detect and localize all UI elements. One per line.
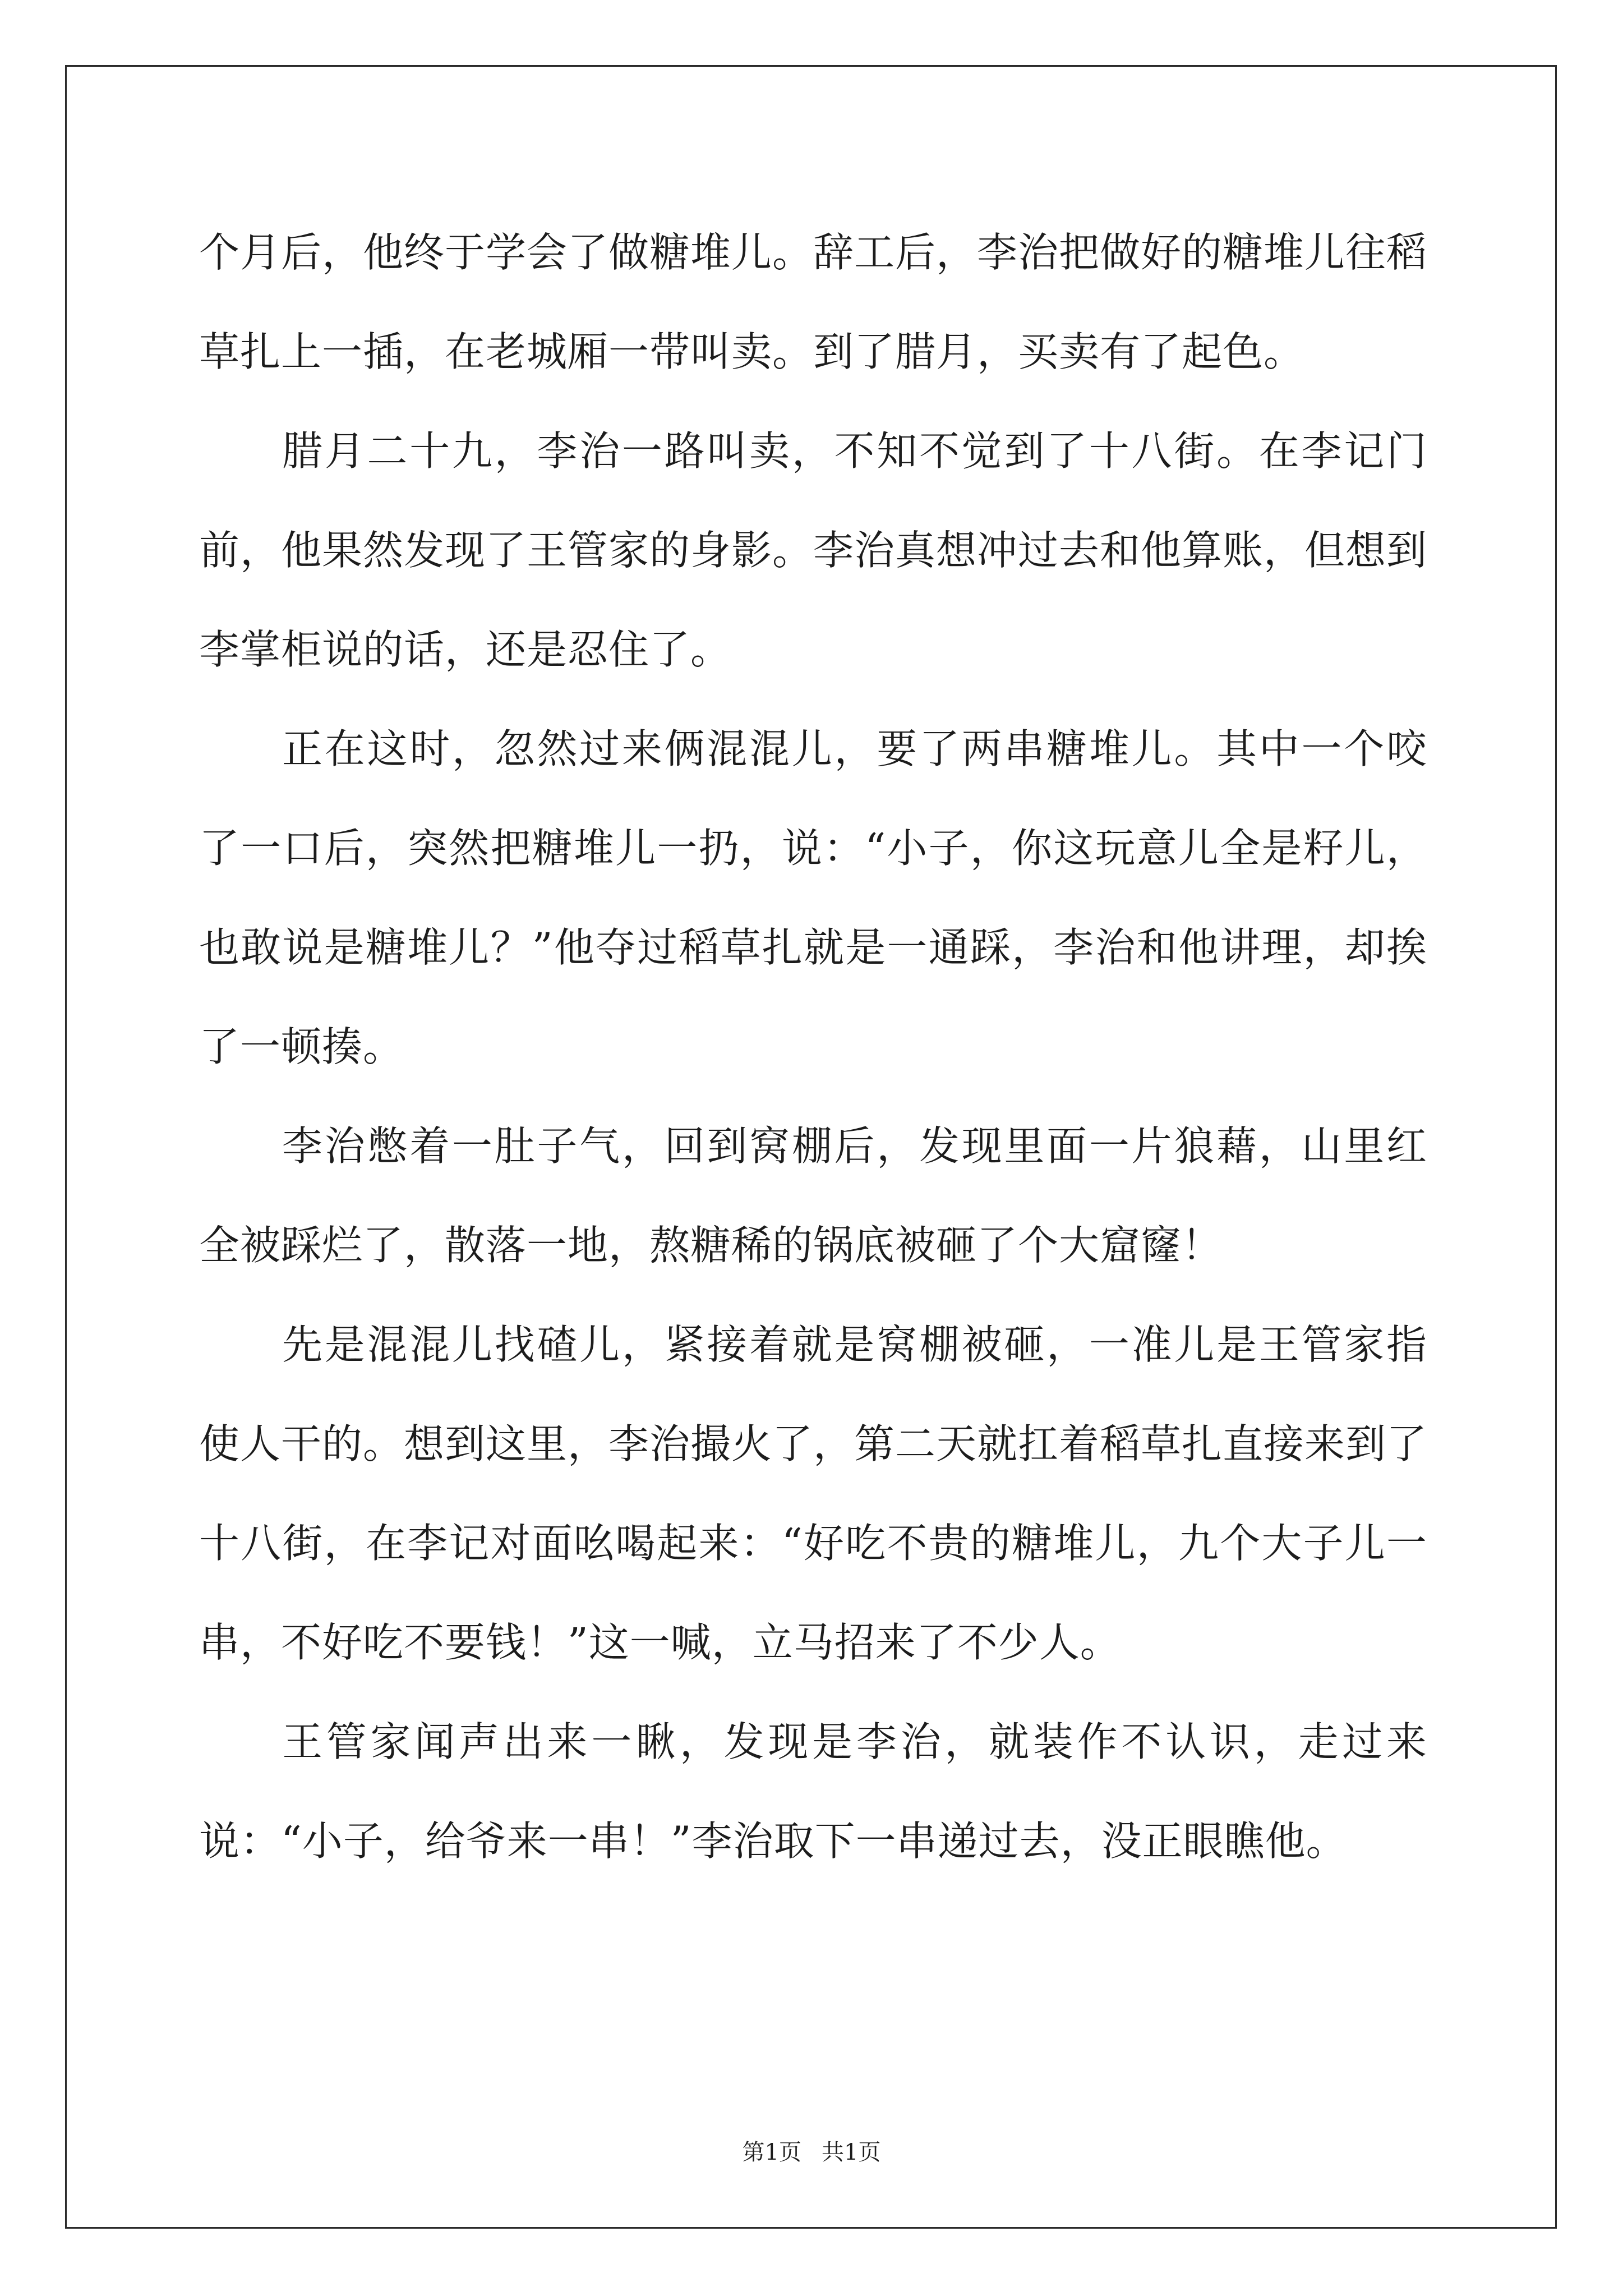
paragraph-5: 先是混混儿找碴儿，紧接着就是窝棚被砸，一准儿是王管家指使人干的。想到这里，李治撮火了，第二天就扛着稻草扎直接来到了十八街，在李记对面吆喝起来：“好吃不贵的糖堆儿，九个大子儿一串，不好吃不要钱！”这一喊，立马招来了不少人。	[199, 1321, 1428, 1666]
paragraph-6: 王管家闻声出来一瞅，发现是李治，就装作不认识，走过来说：“小子，给爷来一串！”李治取下一串递过去，没正眼瞧他。	[199, 1718, 1427, 1865]
page-footer	[0, 2134, 1623, 2166]
page-total: 共1页	[822, 2139, 881, 2165]
paragraph-1: 个月后，他终于学会了做糖堆儿。辞工后，李治把做好的糖堆儿往稻草扎上一插，在老城厢一带叫卖。到了腊月，买卖有了起色。	[199, 229, 1428, 375]
paragraph-2: 腊月二十九，李治一路叫卖，不知不觉到了十八街。在李记门前，他果然发现了王管家的身影。李治真想冲过去和他算账，但想到李掌柜说的话，还是忍住了。	[199, 427, 1428, 673]
paragraph-3: 正在这时，忽然过来俩混混儿，要了两串糖堆儿。其中一个咬了一口后，突然把糖堆儿一扔，说：“小子，你这玩意儿全是籽儿，也敢说是糖堆儿？”他夺过稻草扎就是一通踩，李治和他讲理，却挨了一顿揍。	[199, 725, 1427, 1070]
document-body	[199, 203, 1427, 1891]
page-number: 第1页	[742, 2139, 801, 2165]
paragraph-4: 李治憋着一肚子气，回到窝棚后，发现里面一片狼藉，山里红全被踩烂了，散落一地，熬糖稀的锅底被砸了个大窟窿！	[199, 1122, 1427, 1269]
